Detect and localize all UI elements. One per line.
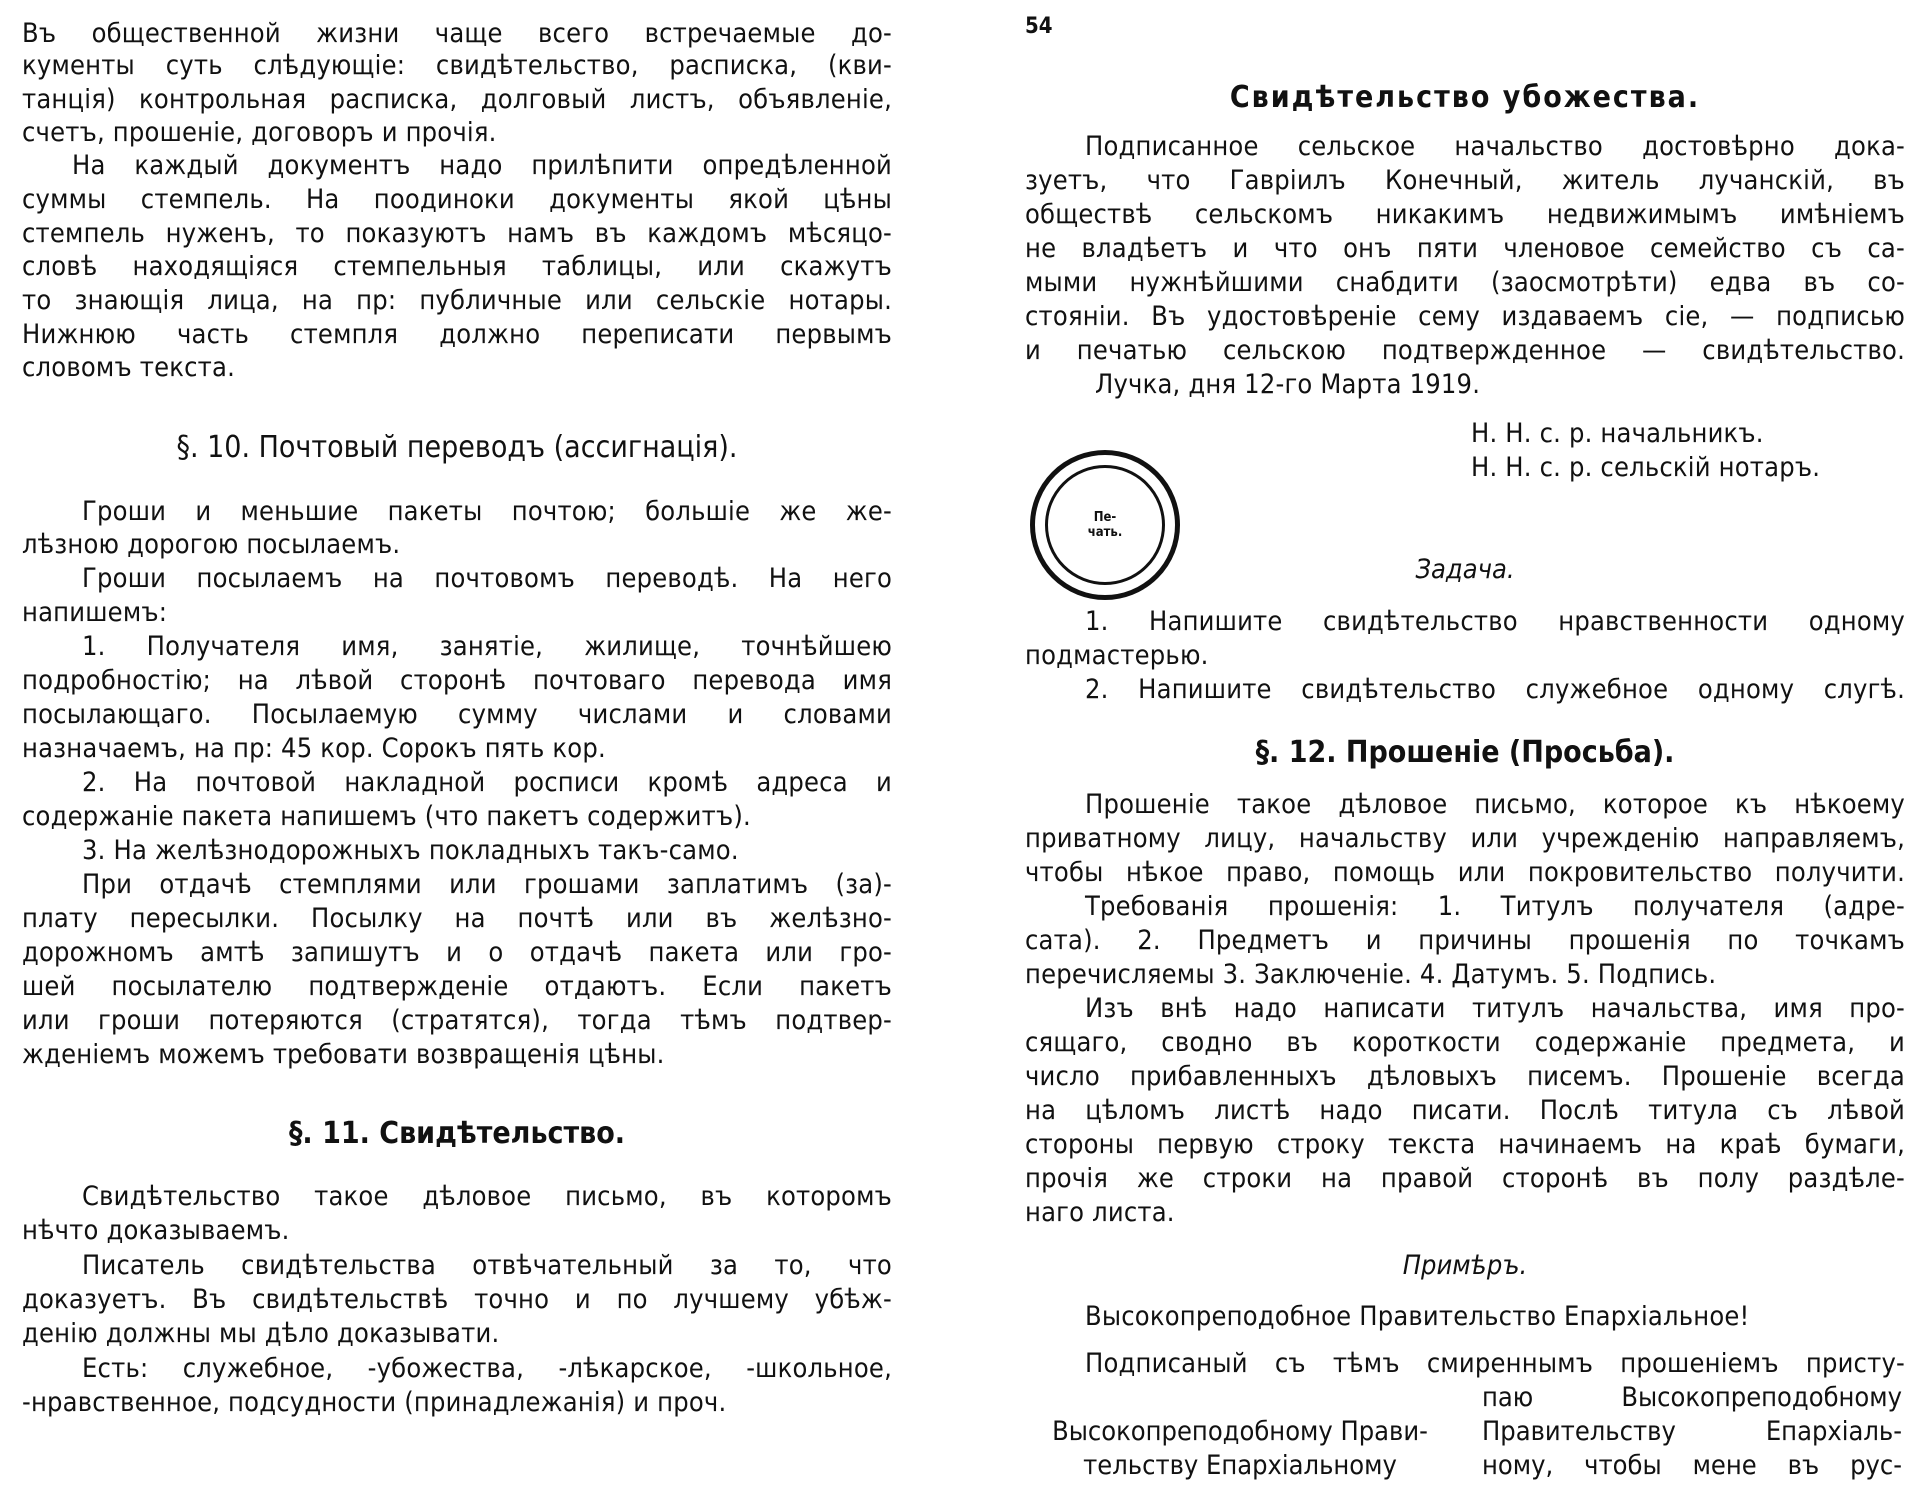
section-12-heading: §. 12. Прошеніе (Просьба).	[1255, 735, 1675, 770]
text-line: дорожномъ амтѣ запишутъ и о отдачѣ пакета или гро-	[22, 937, 892, 968]
text-line: посылающаго. Посылаемую сумму числами и словами	[22, 699, 892, 730]
text-line: подробностію; на лѣвой сторонѣ почтоваго перевода имя	[22, 665, 892, 696]
text-line: или гроши потеряются (стратятся), тогда тѣмъ подтвер-	[22, 1005, 892, 1036]
text-line: Подписанное сельское начальство достовѣрно дока-	[1085, 131, 1905, 162]
example-right-column-line: паю Высокопреподобному	[1482, 1382, 1902, 1413]
text-line: нѣчто доказываемъ.	[22, 1215, 290, 1246]
text-line: лѣзною дорогою посылаемъ.	[22, 529, 401, 560]
text-line: Въ общественной жизни чаще всего встречаемые до-	[22, 18, 892, 49]
text-line: Подписаный съ тѣмъ смиреннымъ прошеніемъ присту-	[1085, 1348, 1905, 1379]
right-page	[1025, 0, 1905, 1500]
text-line: перечисляемы 3. Заключеніе. 4. Датумъ. 5. Подпись.	[1025, 959, 1717, 990]
example-left-column-line: Высокопреподобному Прави-	[1052, 1416, 1428, 1447]
seal-text: Пе-	[1093, 510, 1117, 525]
example-salutation: Высокопреподобное Правительство Епархіальное!	[1085, 1301, 1750, 1332]
section-11-heading: §. 11. Свидѣтельство.	[288, 1116, 626, 1151]
text-line: 3. На желѣзнодорожныхъ покладныхъ такъ-само.	[82, 835, 739, 866]
task-heading: Задача.	[1415, 554, 1515, 585]
text-line: Есть: служебное, -убожества, -лѣкарское, -школьное,	[82, 1353, 892, 1384]
text-line: жденіемъ можемъ требовати возвращенія цѣны.	[22, 1039, 665, 1070]
text-line: число прибавленныхъ дѣловыхъ писемъ. Прошеніе всегда	[1025, 1061, 1905, 1092]
text-line: содержаніе пакета напишемъ (что пакетъ содержитъ).	[22, 801, 751, 832]
text-line: 1. Напишите свидѣтельство нравственности одному	[1085, 606, 1905, 637]
date-line: Лучка, дня 12-го Марта 1919.	[1095, 369, 1481, 400]
text-line: Изъ внѣ надо написати титулъ начальства, имя про-	[1085, 993, 1905, 1024]
text-line: Прошеніе такое дѣловое письмо, которое къ нѣкоему	[1085, 789, 1905, 820]
text-line: Писатель свидѣтельства отвѣчательный за то, что	[82, 1250, 892, 1281]
text-line: шей посылателю подтвержденіе отдаютъ. Если пакетъ	[22, 971, 892, 1002]
text-line: Гроши посылаемъ на почтовомъ переводѣ. На него	[82, 563, 892, 594]
text-line: Гроши и меньшие пакеты почтою; большіе же же-	[82, 496, 892, 527]
text-line: сящаго, сводно въ короткости содержаніе предмета, и	[1025, 1027, 1905, 1058]
example-right-column-line: Правительству Епархіаль-	[1482, 1416, 1902, 1447]
text-line: Свидѣтельство такое дѣловое письмо, въ которомъ	[82, 1181, 892, 1212]
text-line: назначаемъ, на пр: 45 кор. Сорокъ пять кор.	[22, 733, 606, 764]
text-line: При отдачѣ стемплями или грошами заплатимъ (за)-	[82, 869, 892, 900]
text-line: 1. Получателя имя, занятіе, жилище, точнѣйшею	[82, 631, 892, 662]
text-line: стемпель нуженъ, то показуютъ намъ въ каждомъ мѣсяцо-	[22, 218, 892, 249]
signature-line: Н. Н. с. р. начальникъ.	[1471, 418, 1764, 449]
text-line: мыми нужнѣйшими снабдити (заосмотрѣти) едва въ со-	[1025, 267, 1905, 298]
page-number: 54	[1025, 14, 1053, 39]
text-line: танція) контрольная расписка, долговый листъ, объявленіе,	[22, 84, 892, 115]
text-line: кументы суть слѣдующіе: свидѣтельство, расписка, (кви-	[22, 50, 892, 81]
text-line: На каждый документъ надо прилѣпити опредѣленной	[72, 150, 892, 181]
text-line: прочія же строки на правой сторонѣ въ полу раздѣле-	[1025, 1163, 1905, 1194]
text-line: наго листа.	[1025, 1197, 1175, 1228]
text-line: доказуетъ. Въ свидѣтельствѣ точно и по лучшему убѣж-	[22, 1284, 892, 1315]
example-left-column-line: тельству Епархіальному	[1083, 1450, 1397, 1481]
text-line: зуетъ, что Гавріилъ Конечный, житель лучанскій, въ	[1025, 165, 1905, 196]
text-line: 2. Напишите свидѣтельство служебное одному слугѣ.	[1085, 674, 1905, 705]
seal-text: чать.	[1087, 525, 1123, 540]
text-line: суммы стемпель. На поодиноки документы якой цѣны	[22, 184, 892, 215]
text-line: счетъ, прошеніе, договоръ и прочія.	[22, 117, 497, 148]
text-line: 2. На почтовой накладной росписи кромѣ адреса и	[82, 767, 892, 798]
text-line: то знающія лица, на пр: публичные или сельскіе нотары.	[22, 285, 892, 316]
text-line: приватному лицу, начальству или учрежденію направляемъ,	[1025, 823, 1905, 854]
text-line: на цѣломъ листѣ надо писати. Послѣ титула съ лѣвой	[1025, 1095, 1905, 1126]
text-line: не владѣетъ и что онъ пяти членовое семейство съ са-	[1025, 233, 1905, 264]
example-heading: Примѣръ.	[1402, 1250, 1528, 1281]
text-line: стояніи. Въ удостовѣреніе сему издаваемъ сіе, — подписью	[1025, 301, 1905, 332]
text-line: плату пересылки. Посылку на почтѣ или въ желѣзно-	[22, 903, 892, 934]
text-line: словомъ текста.	[22, 352, 235, 383]
example-right-column-line: ному, чтобы мене въ рус-	[1482, 1450, 1902, 1481]
left-page	[22, 0, 892, 1500]
text-line: обществѣ сельскомъ никакимъ недвижимымъ имѣніемъ	[1025, 199, 1905, 230]
text-line: Нижнюю часть стемпля должно переписати первымъ	[22, 319, 892, 350]
text-line: напишемъ:	[22, 597, 168, 628]
text-line: стороны первую строку текста начинаемъ на краѣ бумаги,	[1025, 1129, 1905, 1160]
section-10-heading: §. 10. Почтовый переводъ (ассигнація).	[176, 430, 738, 465]
text-line: словѣ находящіяся стемпельныя таблицы, или скажутъ	[22, 251, 892, 282]
text-line: денію должны мы дѣло доказывати.	[22, 1318, 500, 1349]
text-line: Требованія прошенія: 1. Титулъ получателя (адре-	[1085, 891, 1905, 922]
signature-line: Н. Н. с. р. сельскій нотаръ.	[1471, 452, 1821, 483]
text-line: -нравственное, подсудности (принадлежанія) и проч.	[22, 1387, 727, 1418]
text-line: подмастерью.	[1025, 640, 1209, 671]
text-line: и печатью сельскою подтвержденное — свидѣтельство.	[1025, 335, 1905, 366]
text-line: сата). 2. Предметъ и причины прошенія по точкамъ	[1025, 925, 1905, 956]
text-line: чтобы нѣкое право, помощь или покровительство получити.	[1025, 857, 1905, 888]
certificate-title: Свидѣтельство убожества.	[1229, 80, 1701, 115]
